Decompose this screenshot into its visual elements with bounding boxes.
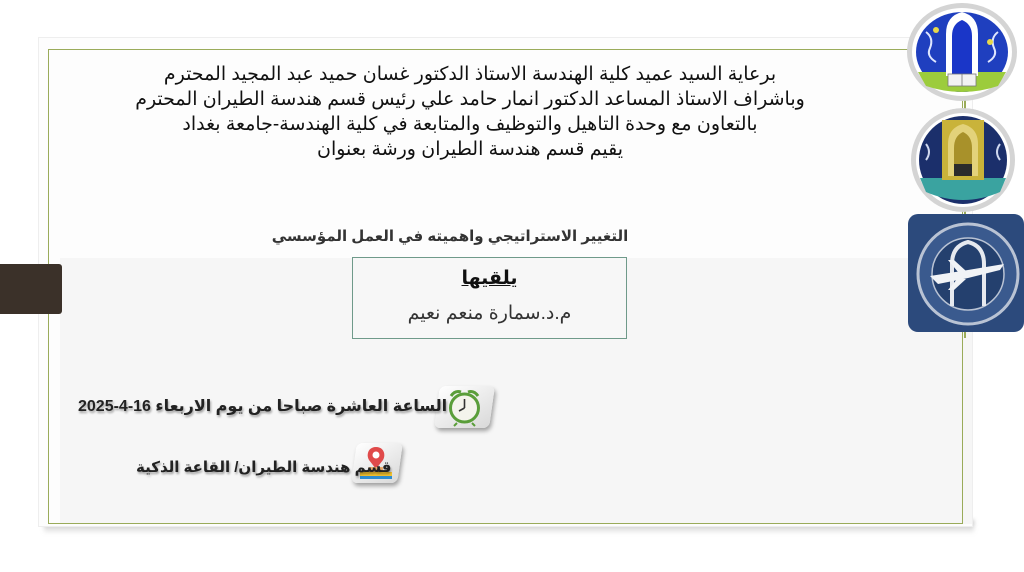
event-location-text: قسم هندسة الطيران/ القاعة الذكية <box>136 459 392 476</box>
intro-line-supervisor: وباشراف الاستاذ المساعد الدكتور انمار حامد علي رئيس قسم هندسة الطيران المحترم <box>135 89 805 110</box>
workshop-title: التغيير الاستراتيجي واهميته في العمل المؤسسي <box>271 228 629 245</box>
speaker-name: م.د.سمارة منعم نعيم <box>407 303 572 324</box>
side-tab-decoration <box>0 264 62 314</box>
sponsorship-intro <box>120 62 820 162</box>
college-of-engineering-logo <box>910 108 1016 212</box>
speaker-label: يلقيها <box>461 268 518 289</box>
intro-line-announcement: يقيم قسم هندسة الطيران ورشة بعنوان <box>317 139 623 160</box>
intro-line-cooperation: بالتعاون مع وحدة التاهيل والتوظيف والمتابعة في كلية الهندسة-جامعة بغداد <box>182 114 758 135</box>
speaker-box <box>352 257 627 339</box>
event-time-text: الساعة العاشرة صباحا من يوم الاربعاء 16-4-2025 <box>78 398 448 415</box>
aeronautical-department-logo <box>908 214 1024 332</box>
intro-line-dean: برعاية السيد عميد كلية الهندسة الاستاذ الدكتور غسان حميد عبد المجيد المحترم <box>163 64 777 85</box>
university-of-baghdad-logo <box>906 2 1018 102</box>
